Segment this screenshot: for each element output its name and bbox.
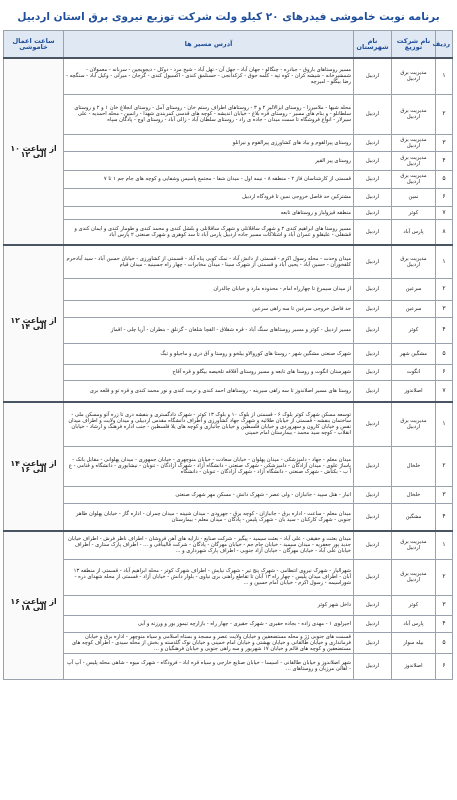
header-city: نام شهرستان bbox=[354, 31, 392, 59]
table-row bbox=[4, 170, 453, 188]
city-name: اردبیل bbox=[354, 380, 392, 402]
company-name: پارس آباد bbox=[392, 615, 436, 632]
company-name: مدیریت برق اردبیل bbox=[392, 58, 436, 94]
table-row bbox=[4, 134, 453, 151]
row-number: ۷ bbox=[436, 206, 453, 219]
table-row bbox=[4, 380, 453, 402]
row-number: ۳ bbox=[436, 300, 453, 317]
header-address: آدرس مسیر ها bbox=[64, 31, 354, 59]
company-name: مدیریت برق اردبیل bbox=[392, 134, 436, 151]
row-number: ۶ bbox=[436, 653, 453, 679]
row-number: ۲ bbox=[436, 446, 453, 486]
outage-time-slot bbox=[4, 402, 64, 531]
city-name: اردبیل bbox=[354, 559, 392, 595]
table-row bbox=[4, 317, 453, 343]
company-name: کوثر bbox=[392, 595, 436, 615]
row-number: ۱ bbox=[436, 531, 453, 559]
route-address: روستا های مسیر اصلاندوز تا سه راهی سیرینه - روستاهای احمد کندی و تربت کندی و نور محمد کندی و قره تو و قلعه بری bbox=[64, 380, 354, 402]
row-number: ۴ bbox=[436, 615, 453, 632]
route-address: شهرالیار - شهرک نیروی انتظامی - شهرک پنج تیر - شهرک نیایش - اطراف شهرک کوثر - محله ابراهیم آباد - قسمتی از منطقه ۱۳ آبان - اطراف میدان پلیس - چهار راه ۱۳ آبان تا تقاطع راهنی بری نیاوی - بلوار دانش - خیابان آزاد - قسمتی از محله شهدای دره - شوراسیمه - رسول اکرم - خیابان امام حسین و ... bbox=[64, 559, 354, 595]
header-company: نام شرکت توزیع bbox=[392, 31, 436, 59]
city-name: اردبیل bbox=[354, 653, 392, 679]
company-name: مدیریت برق اردبیل bbox=[392, 402, 436, 446]
route-address: قسمتی از کارشناسان فاز ۲ - منطقه ۸ - نیمه اول - میدان شفا - مجتمع پاسیس وشفایی و کوچه های جام جم ۱ تا ۷ bbox=[64, 170, 354, 188]
company-name: خلخال bbox=[392, 486, 436, 503]
outage-time-label: از ساعت ۱۰ الی ۱۲ bbox=[10, 143, 57, 159]
company-name: مشگین bbox=[392, 503, 436, 531]
table-row bbox=[4, 245, 453, 278]
row-number: ۵ bbox=[436, 632, 453, 653]
route-address: داخل شهر کوثر bbox=[64, 595, 354, 615]
route-address: حد فاصل خروجی سرعین تا سه راهی سرعین bbox=[64, 300, 354, 317]
table-row bbox=[4, 94, 453, 134]
company-name: سرعین bbox=[392, 300, 436, 317]
table-row bbox=[4, 632, 453, 653]
outage-time-label: از ساعت ۱۲ الی ۱۴ bbox=[10, 315, 57, 331]
row-number: ۲ bbox=[436, 559, 453, 595]
schedule-body bbox=[4, 58, 453, 679]
header-time: ساعت اعمال خاموشی bbox=[4, 31, 64, 59]
route-address: قسمت های جنوبی ژژ و محله مستضعفین و خیابان ولایت عصر و مسجد و بستاه اسلامی و سیاه منوچهر - اداره برق و خیابان فرمانداری و خیابان طالقانی و خیابان بهشتی و خیابان امام خمینی و خیابان نوک گلدسته و بخش از محله سیدی - اطراف کوچه های مستضعفین و کوچه های قائم و خیابان ۱۷ شهریور و سه راهی جنوبی و خیابان فرهنگیان و ... bbox=[64, 632, 354, 653]
city-name: اردبیل bbox=[354, 364, 392, 380]
city-name: اردبیل bbox=[354, 402, 392, 446]
route-address: مسیر روستا های ابراهیم کندی ۲ و شهرک ساقلانلی و شهرک ساقلانلی و بلشل کندی و محمد کندی و طومار کندی و ایمان کندی و قشقلی - علیقلو و عمران آباد و اشتلاکات مسیر جاده اردبیل پارس آباد تا سد کوهری و شهرک صنعتی ۲ پارس آباد bbox=[64, 219, 354, 245]
table-row bbox=[4, 300, 453, 317]
page-title: برنامه نوبت خاموشی فیدرهای ۲۰ کیلو ولت شرکت توزیع نیروی برق استان اردبیل bbox=[17, 11, 440, 23]
company-name: سرعین bbox=[392, 278, 436, 300]
outage-time-label: از ساعت ۱۴ الی ۱۶ bbox=[10, 458, 57, 474]
table-row bbox=[4, 595, 453, 615]
row-number: ۱ bbox=[436, 402, 453, 446]
company-name: کوثر bbox=[392, 317, 436, 343]
table-row bbox=[4, 653, 453, 679]
table-row bbox=[4, 559, 453, 595]
row-number: ۳ bbox=[436, 595, 453, 615]
route-address: روستای پیر القیر bbox=[64, 151, 354, 170]
table-row bbox=[4, 219, 453, 245]
route-address: انبار - هتل سپید - جانبازان - ولی عصر - شهرک دانش - مسکن مهر شهرک صنعتی bbox=[64, 486, 354, 503]
company-name: اصلاندوز bbox=[392, 380, 436, 402]
table-row bbox=[4, 402, 453, 446]
city-name: اردبیل bbox=[354, 531, 392, 559]
route-address: میدان معلم - ساعت - اداره برق - جانبازان - کوچه برق - جهرودی - میدان شیینه - میدان چمران - اداره گاز - خیابان پهلوان طاهر جنوبی - شهرک کارکنان - سید بان - شهرک پلیس - پادگان - میدان معلم - بیمارستان bbox=[64, 503, 354, 531]
table-row bbox=[4, 615, 453, 632]
city-name: اردبیل bbox=[354, 134, 392, 151]
company-name: کوثر bbox=[392, 206, 436, 219]
outage-time-slot bbox=[4, 58, 64, 245]
route-address: منطقه قیزولبار و روستاهای تابعه bbox=[64, 206, 354, 219]
row-number: ۴ bbox=[436, 317, 453, 343]
row-number: ۱ bbox=[436, 58, 453, 94]
route-address: محله شیها - ملامیرزا - روستای ایزالالیر ۲ و ۳ - روستاهای اطراف رستم خان - روستای آمل - روستای انجلاغ خان ۱ و ۲ و روستای سلطانلو - و بنام های مسیر - روستای قره بلاغ - خیابان اندیشه - کوچه های قدسی کمربندی شهدا - رانمین - محله احمدیه - علی سیرلار - انواع فروشگاه تا سمت میدان - جاده ی راد - روستای سلطان آباد - زالی آباد - روستای اوچ - پادگان سپاه bbox=[64, 94, 354, 134]
header-row bbox=[4, 31, 453, 59]
table-row bbox=[4, 364, 453, 380]
company-name: مدیریت برق اردبیل bbox=[392, 94, 436, 134]
outage-time-slot bbox=[4, 245, 64, 402]
company-name: مدیریت برق اردبیل bbox=[392, 170, 436, 188]
table-row bbox=[4, 278, 453, 300]
company-name: مدیریت برق اردبیل bbox=[392, 245, 436, 278]
city-name: اردبیل bbox=[354, 151, 392, 170]
table-row bbox=[4, 446, 453, 486]
city-name: اردبیل bbox=[354, 317, 392, 343]
city-name: اردبیل bbox=[354, 94, 392, 134]
company-name: بیله سوار bbox=[392, 632, 436, 653]
city-name: اردبیل bbox=[354, 503, 392, 531]
outage-time-slot bbox=[4, 531, 64, 679]
route-address: شهر اصلاندوز و خیابان طالقانی - اسیسا - خیابان صنایع خارجی و سیاه قره اباد - فرودگاه - شهرک میوه - شاهی محله پلیس - آپ آپ - اهالی مرزبان و روستاهای ... bbox=[64, 653, 354, 679]
city-name: اردبیل bbox=[354, 446, 392, 486]
table-row bbox=[4, 206, 453, 219]
route-address: مسیر اردبیل - کوثر و مسیر روستاهای سنگ آباد - قره شقلاق - القچا شلغان - گزنلق - بنطران - آریا چلی - اقماز bbox=[64, 317, 354, 343]
city-name: اردبیل bbox=[354, 206, 392, 219]
city-name: اردبیل bbox=[354, 245, 392, 278]
row-number: ۶ bbox=[436, 188, 453, 206]
company-name: مشگین شهر bbox=[392, 343, 436, 364]
city-name: اردبیل bbox=[354, 170, 392, 188]
company-name: مدیریت برق اردبیل bbox=[392, 531, 436, 559]
route-address: مسیر روستاهای باروق - جبادره - چنگالو - جهان آباد - جهل آن - تهل آباد - شیخ مرد - دوکل - دیجویجین - سربانه - معمولان - شمشیرخانه - شیشه کران - کوه تپه - کلمه جوق - کزکدانجی - حسنلمق کندی - اکسیول کندی - گرجان - میرلی - وکیل آباد - سنگچه - رضا بیگلو - امیرچه bbox=[64, 58, 354, 94]
route-address: توسعه مسکن شهرک کوثر بلوک ۶ - قسمتی از بلوک ۱۰ و بلوک ۱۳ کوثر - شهرک دادگستری و بنفشه دری تا زره آتو ومسکن ملی - ساختمان بنفشه - قسمتی از خیابان طلائیه و شهرک جهاد کشاورزی و اطراف دانشگاه مقدس اردبیلی و میدان ولایت و اطراف میدان نفس و خیابان کارون و سهروردی و خیابان فلسطین و خیابان جانبازی و کوچه های یلا فلسطین - جنب اداره فرهنگ و ارشاد - خیابان انقلاب - کوچه سید محمد - بیمارستان امام خمینی bbox=[64, 402, 354, 446]
city-name: اردبیل bbox=[354, 615, 392, 632]
route-address: روستای پیرالقوم و بیاد های کشاورزی پیرالقوم و نیرانلو bbox=[64, 134, 354, 151]
table-row bbox=[4, 531, 453, 559]
row-number: ۶ bbox=[436, 364, 453, 380]
route-address: از میدان سیمرغ تا چهارراه امام - محدوده مارد و خیابان چالدران bbox=[64, 278, 354, 300]
route-address: میدان بعثت و حقیقی - علی آباد - بعثت سیمید - پیگیر - شرکت صنایع - نارایه های آهن فروشان - اطراف ناظر فرش - اطراف خیابان جدید پور جعفریه - میدان سیمید - خیابان جام جم - خیابان مهرگان - پادگان - شرکت قالیبافی و ... - اطراف پارک ستاری - اطراف خیابان علی آباد - خیابان مهرگان - خیابان آزاد جنوبی - اطراف پارک شهرداری و ... bbox=[64, 531, 354, 559]
city-name: اردبیل bbox=[354, 486, 392, 503]
company-name: پارس آباد bbox=[392, 219, 436, 245]
route-address: میدان معلم - جهاد - دامپزشکی - میدان پهلوان - خیابان سعادت - خیابان منوچهری - خیابان جمهوری - میدان پهلوانی - مقابل بانک - پاساژ علوی - میدان آزادگان - دامپزشکی - شهرک صنعتی - دانشگاه آزاد - شهرک آزادگان - تنوبان - نیشابوری - دانشگاه و قنامی - ع آ ب - بکتاش - شهرک صنعتی - دانشگاه آزاد - شهرک آزادگان - تنوبان - دانشگاه bbox=[64, 446, 354, 486]
table-row bbox=[4, 343, 453, 364]
row-number: ۱ bbox=[436, 245, 453, 278]
table-row bbox=[4, 188, 453, 206]
company-name: انگوت bbox=[392, 364, 436, 380]
city-name: اردبیل bbox=[354, 58, 392, 94]
table-row bbox=[4, 58, 453, 94]
route-address: شهرستان انگوت و روستا های تابعه و مسیر روستای آقلاقه تلخیصه بیگلو و قره آقاج bbox=[64, 364, 354, 380]
schedule-table bbox=[3, 30, 453, 680]
row-number: ۲ bbox=[436, 278, 453, 300]
route-address: اجیرلوی ۱ - مهدی زاده - بجاده حقیری - شهرک حقیری - چهار راه - بازارچه تیمور بور و ورزنه و آبی bbox=[64, 615, 354, 632]
outage-time-label: از ساعت ۱۶ الی ۱۸ bbox=[10, 597, 57, 613]
row-number: ۴ bbox=[436, 503, 453, 531]
row-number: ۲ bbox=[436, 94, 453, 134]
city-name: اردبیل bbox=[354, 188, 392, 206]
company-name: مدیریت برق اردبیل bbox=[392, 151, 436, 170]
city-name: اردبیل bbox=[354, 343, 392, 364]
city-name: اردبیل bbox=[354, 219, 392, 245]
row-number: ۸ bbox=[436, 219, 453, 245]
company-name: مدیریت برق اردبیل bbox=[392, 559, 436, 595]
row-number: ۳ bbox=[436, 486, 453, 503]
route-address: مشترکین حد فاصل خروجی نمین تا فرودگاه اردبیل bbox=[64, 188, 354, 206]
row-number: ۴ bbox=[436, 151, 453, 170]
table-row bbox=[4, 503, 453, 531]
route-address: میدان وحدت - محله رسول اکرم - قسمتی از دانش آباد - نمک کوبی پناه آباد - قسمتی از کشاورزی - خیابان حسین آباد - سید آبادحرم کلفخوران - حسین آباد - یحیی آباد و قسمتی از شهرک سینا - میدان مخابرات - چهار راه جسینیه - میدان قیام bbox=[64, 245, 354, 278]
row-number: ۵ bbox=[436, 170, 453, 188]
row-number: ۳ bbox=[436, 134, 453, 151]
table-row bbox=[4, 486, 453, 503]
city-name: اردبیل bbox=[354, 300, 392, 317]
city-name: اردبیل bbox=[354, 632, 392, 653]
city-name: اردبیل bbox=[354, 595, 392, 615]
header-row-number: ردیف bbox=[436, 31, 453, 59]
city-name: اردبیل bbox=[354, 278, 392, 300]
company-name: اصلاندوز bbox=[392, 653, 436, 679]
company-name: خلخال bbox=[392, 446, 436, 486]
row-number: ۵ bbox=[436, 343, 453, 364]
company-name: نمین bbox=[392, 188, 436, 206]
table-row bbox=[4, 151, 453, 170]
row-number: ۷ bbox=[436, 380, 453, 402]
route-address: شهرک صنعتی مشگین شهر - روستا های کوروالاو بیلخو و روستا و آق دری و ماجیلو و تبگ bbox=[64, 343, 354, 364]
